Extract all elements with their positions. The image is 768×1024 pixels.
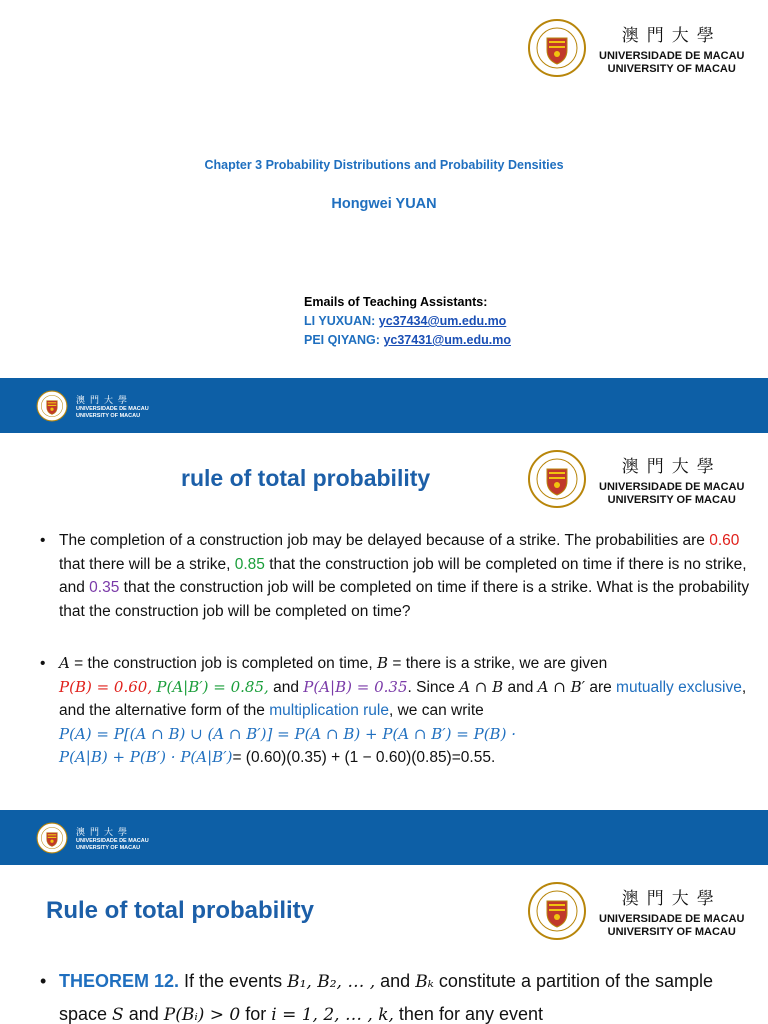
strike-probability: 0.60 [709,532,740,549]
university-name-english: UNIVERSITY OF MACAU [607,494,736,506]
assistant-name: LI YUXUAN: [304,314,376,328]
total-probability-equation-cont: P(A|B) + P(B′) · P(A|B′) [59,748,233,766]
footer-name-portuguese: UNIVERSIDADE DE MACAU [76,837,149,844]
no-strike-on-time-probability: 0.85 [234,555,265,573]
theorem-label: THEOREM 12. [59,971,180,991]
footer-name-portuguese: UNIVERSIDADE DE MACAU [76,405,149,412]
assistant-email-link[interactable]: yc37431@um.edu.mo [383,333,511,347]
theorem-text: THEOREM 12. If the events B₁, B₂, … , and Bₖ constitute a partition of the sample space S and P(Bᵢ) > 0 for i = 1, 2, … , k, then for any event [59,971,714,1024]
slide-footer-band [0,810,768,865]
university-name [599,21,744,75]
solution-bullet [40,652,752,770]
assistant-row [304,312,511,331]
university-seal-icon [36,822,68,854]
university-seal-icon [527,881,587,941]
university-logo [527,18,744,78]
author-name: Hongwei YUAN [331,196,437,212]
assistant-row [304,331,511,350]
given-pab-prime: P(A|B′) = 0.85, [156,677,269,696]
footer-name-english: UNIVERSITY OF MACAU [76,844,141,851]
university-seal-icon [527,18,587,78]
chapter-title: Chapter 3 Probability Distributions and Probability Densities [204,158,564,172]
university-name-english: UNIVERSITY OF MACAU [607,63,736,75]
university-logo [527,881,744,941]
slide-title: Rule of total probability [46,897,314,924]
university-name-portuguese: UNIVERSIDADE DE MACAU [599,50,745,62]
given-pb: P(B) = 0.60, [59,677,153,696]
university-seal-icon [36,390,68,422]
slide-footer-band [0,378,768,433]
title-slide [0,0,768,378]
university-name-portuguese: UNIVERSIDADE DE MACAU [599,481,745,493]
given-pab: P(A|B) = 0.35 [303,677,408,696]
total-probability-equation: P(A) = P[(A ∩ B) ∪ (A ∩ B′)] = P(A ∩ B) + P(A ∩ B′) = P(B) · [59,724,516,743]
bullet-dot: • [40,655,46,672]
emails-heading: Emails of Teaching Assistants: [304,295,488,309]
multiplication-rule-term: multiplication rule [269,702,389,719]
university-name-english: UNIVERSITY OF MACAU [607,926,736,938]
teaching-assistants-emails [304,293,511,350]
university-name-portuguese: UNIVERSIDADE DE MACAU [599,913,745,925]
university-name-chinese: 澳門大學 [621,889,722,909]
footer-name-chinese: 澳門大學 [76,395,133,406]
university-name-chinese: 澳門大學 [621,457,722,477]
university-name-chinese: 澳門大學 [621,26,722,46]
problem-statement-text: The completion of a construction job may be delayed because of a strike. The probabilities are 0.60 that there will be a strike, 0.85 that the construction job will be completed on time if there is no strike, and 0.35 that the construction job will be completed on time if there is a strike. What is the probability that the construction job will be completed on time? [59,532,750,620]
numeric-result: = (0.60)(0.35) + (1 − 0.60)(0.85)=0.55. [232,749,496,766]
theorem-bullet [40,965,752,1024]
slide-title: rule of total probability [181,465,431,491]
footer-logo [36,822,149,854]
assistant-email-link[interactable]: yc37434@um.edu.mo [378,314,507,328]
university-seal-icon [527,449,587,509]
solution-text: A = the construction job is completed on time, B = there is a strike, we are given P(B) = 0.60, P(A|B′) = 0.85, and P(A|B) = 0.35. Since A ∩ B and A ∩ B′ are mutually exclusive, and the alternative form of the multiplication rule, we can write P(A) = P[(A ∩ B) ∪ (A ∩ B′)] = P(A ∩ B) + P(A ∩ B′) = P(B) · P(A|B) + P(B′) · P(A|B′)= (0.60)(0.35) + (1 − 0.60)(0.85)=0.55. [59,654,747,766]
footer-logo [36,390,149,422]
assistant-name: PEI QIYANG: [304,333,380,347]
footer-name-chinese: 澳門大學 [76,827,133,838]
bullet-dot: • [40,971,47,991]
problem-statement-bullet [40,529,752,623]
footer-name-english: UNIVERSITY OF MACAU [76,412,141,419]
strike-on-time-probability: 0.35 [89,579,120,596]
bullet-dot: • [40,532,46,549]
theorem-slide [0,865,768,1024]
mutually-exclusive-term: mutually exclusive [616,678,742,696]
university-logo [527,449,744,509]
example-slide [0,433,768,810]
